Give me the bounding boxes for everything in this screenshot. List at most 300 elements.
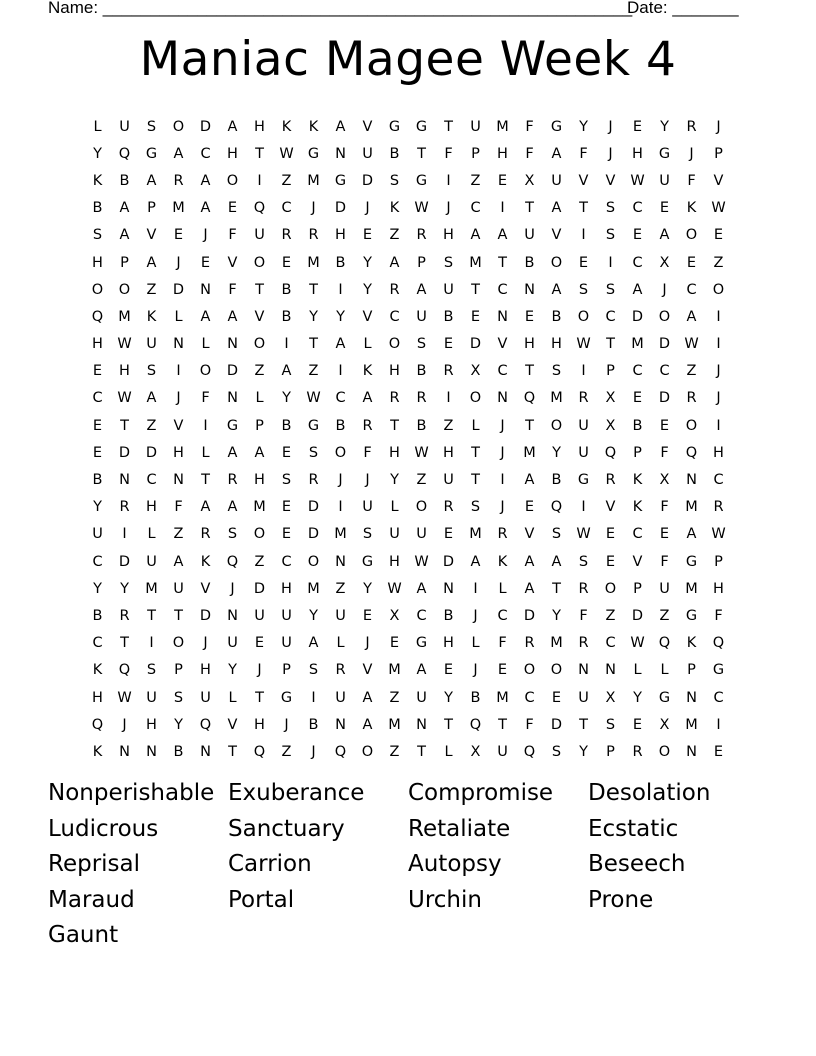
grid-letter: O	[253, 336, 266, 353]
grid-letter: D	[253, 580, 266, 597]
word-bank-item: Urchin	[408, 886, 482, 913]
grid-letter: Z	[443, 417, 454, 434]
grid-letter: A	[146, 390, 157, 407]
grid-letter: O	[523, 662, 536, 679]
grid-letter: A	[146, 254, 157, 271]
grid-letter: Q	[253, 743, 266, 760]
grid-letter: C	[632, 254, 643, 271]
grid-letter: R	[200, 526, 211, 543]
grid-letter: I	[581, 499, 586, 516]
grid-letter: C	[146, 472, 157, 489]
grid-letter: L	[660, 662, 669, 679]
grid-letter: G	[685, 607, 698, 624]
grid-letter: X	[605, 689, 616, 706]
grid-letter: L	[471, 635, 480, 652]
grid-letter: N	[335, 716, 346, 733]
grid-letter: I	[716, 308, 721, 325]
grid-letter: K	[362, 363, 373, 380]
grid-letter: F	[525, 145, 534, 162]
grid-letter: Y	[552, 444, 561, 461]
grid-letter: I	[716, 417, 721, 434]
grid-letter: D	[307, 526, 320, 543]
grid-letter: W	[684, 336, 699, 353]
grid-letter: B	[632, 417, 643, 434]
grid-letter: R	[308, 227, 319, 244]
grid-letter: J	[500, 499, 505, 516]
grid-letter: N	[524, 281, 535, 298]
word-bank-item: Retaliate	[408, 815, 511, 842]
grid-letter: J	[203, 227, 208, 244]
grid-letter: A	[200, 308, 211, 325]
grid-letter: Z	[308, 363, 319, 380]
grid-letter: Q	[523, 390, 536, 407]
grid-letter: Z	[146, 417, 157, 434]
grid-letter: D	[118, 444, 131, 461]
grid-letter: X	[470, 363, 481, 380]
grid-letter: S	[578, 553, 589, 570]
grid-letter: H	[254, 118, 265, 135]
grid-letter: O	[685, 417, 698, 434]
grid-letter: N	[146, 743, 157, 760]
grid-letter: A	[362, 716, 373, 733]
grid-letter: K	[92, 743, 103, 760]
grid-letter: R	[578, 635, 589, 652]
grid-letter: I	[716, 716, 721, 733]
grid-letter: N	[119, 472, 130, 489]
grid-letter: H	[254, 472, 265, 489]
grid-letter: C	[281, 200, 292, 217]
grid-letter: X	[659, 254, 670, 271]
grid-letter: A	[335, 336, 346, 353]
grid-letter: P	[120, 254, 129, 271]
grid-letter: P	[633, 580, 642, 597]
grid-letter: S	[578, 281, 589, 298]
grid-letter: L	[498, 580, 507, 597]
grid-letter: D	[145, 444, 158, 461]
grid-letter: V	[632, 553, 643, 570]
grid-letter: J	[716, 363, 721, 380]
grid-letter: I	[338, 281, 343, 298]
grid-letter: W	[387, 580, 402, 597]
grid-letter: E	[659, 417, 670, 434]
grid-letter: C	[632, 200, 643, 217]
grid-letter: J	[689, 145, 694, 162]
grid-letter: B	[443, 607, 454, 624]
grid-letter: Q	[712, 635, 725, 652]
word-bank-item: Compromise	[408, 780, 554, 806]
grid-letter: Z	[146, 281, 157, 298]
grid-letter: F	[498, 635, 507, 652]
grid-letter: H	[200, 662, 211, 679]
grid-letter: E	[605, 553, 616, 570]
grid-letter: Z	[713, 254, 724, 271]
grid-letter: R	[308, 472, 319, 489]
grid-letter: V	[254, 308, 265, 325]
grid-letter: E	[227, 200, 238, 217]
grid-letter: I	[608, 254, 613, 271]
grid-letter: E	[632, 118, 643, 135]
grid-letter: A	[416, 281, 427, 298]
grid-letter: E	[659, 526, 670, 543]
grid-letter: Y	[282, 390, 291, 407]
grid-letter: R	[362, 417, 373, 434]
grid-letter: G	[415, 172, 428, 189]
grid-letter: F	[660, 444, 669, 461]
grid-letter: E	[362, 227, 373, 244]
grid-letter: J	[500, 417, 505, 434]
grid-letter: O	[334, 444, 347, 461]
grid-letter: E	[281, 444, 292, 461]
grid-letter: U	[443, 281, 454, 298]
grid-letter: G	[415, 118, 428, 135]
grid-letter: U	[254, 607, 265, 624]
grid-letter: U	[443, 472, 454, 489]
grid-letter: Q	[685, 444, 698, 461]
grid-letter: E	[713, 743, 724, 760]
grid-letter: V	[362, 308, 373, 325]
grid-letter: Q	[226, 553, 239, 570]
grid-letter: E	[551, 689, 562, 706]
grid-letter: A	[551, 200, 562, 217]
grid-letter: J	[365, 200, 370, 217]
grid-letter: V	[605, 499, 616, 516]
grid-letter: Y	[120, 580, 129, 597]
grid-letter: A	[551, 281, 562, 298]
grid-letter: J	[716, 390, 721, 407]
grid-letter: R	[389, 390, 400, 407]
grid-letter: C	[605, 308, 616, 325]
grid-letter: V	[362, 118, 373, 135]
grid-letter: T	[174, 607, 183, 624]
grid-letter: V	[200, 580, 211, 597]
grid-letter: S	[443, 254, 454, 271]
grid-letter: W	[117, 390, 132, 407]
grid-letter: I	[581, 363, 586, 380]
grid-letter: A	[227, 499, 238, 516]
grid-letter: A	[524, 472, 535, 489]
grid-letter: C	[92, 553, 103, 570]
grid-letter: L	[336, 635, 345, 652]
grid-letter: P	[633, 444, 642, 461]
grid-letter: R	[119, 607, 130, 624]
grid-letter: S	[281, 472, 292, 489]
grid-letter: I	[203, 417, 208, 434]
grid-letter: U	[200, 689, 211, 706]
grid-letter: A	[632, 281, 643, 298]
grid-letter: O	[658, 308, 671, 325]
grid-letter: A	[362, 390, 373, 407]
grid-letter: E	[92, 444, 103, 461]
grid-letter: O	[307, 553, 320, 570]
grid-letter: E	[605, 526, 616, 543]
grid-letter: M	[253, 499, 266, 516]
grid-letter: A	[173, 553, 184, 570]
grid-letter: Q	[334, 743, 347, 760]
grid-letter: N	[200, 743, 211, 760]
grid-letter: U	[389, 526, 400, 543]
grid-letter: T	[498, 716, 507, 733]
grid-letter: X	[605, 417, 616, 434]
grid-letter: E	[281, 499, 292, 516]
grid-letter: P	[255, 417, 264, 434]
word-bank-item: Portal	[228, 886, 295, 913]
grid-letter: L	[444, 743, 453, 760]
grid-letter: J	[176, 390, 181, 407]
grid-letter: M	[550, 635, 563, 652]
grid-letter: U	[362, 145, 373, 162]
grid-letter: H	[443, 227, 454, 244]
grid-letter: I	[176, 363, 181, 380]
grid-letter: V	[497, 336, 508, 353]
grid-letter: K	[281, 118, 292, 135]
grid-letter: T	[417, 743, 426, 760]
grid-letter: A	[551, 553, 562, 570]
grid-letter: P	[147, 200, 156, 217]
grid-letter: W	[576, 526, 591, 543]
grid-letter: J	[284, 716, 289, 733]
grid-letter: J	[473, 662, 478, 679]
grid-letter: E	[497, 662, 508, 679]
grid-letter: Q	[118, 662, 131, 679]
grid-letter: V	[362, 662, 373, 679]
grid-letter: A	[200, 499, 211, 516]
grid-letter: T	[255, 689, 264, 706]
grid-letter: T	[309, 281, 318, 298]
grid-letter: J	[338, 472, 343, 489]
grid-letter: P	[606, 363, 615, 380]
grid-letter: U	[659, 580, 670, 597]
grid-letter: L	[228, 689, 237, 706]
grid-letter: S	[173, 689, 184, 706]
grid-letter: T	[471, 281, 480, 298]
grid-letter: J	[446, 200, 451, 217]
grid-letter: C	[659, 363, 670, 380]
grid-letter: S	[227, 526, 238, 543]
grid-letter: U	[227, 635, 238, 652]
grid-letter: E	[632, 227, 643, 244]
grid-letter: E	[443, 336, 454, 353]
grid-letter: C	[632, 526, 643, 543]
grid-letter: N	[686, 743, 697, 760]
grid-letter: R	[416, 390, 427, 407]
grid-letter: V	[146, 227, 157, 244]
grid-letter: D	[172, 281, 185, 298]
grid-letter: A	[227, 308, 238, 325]
grid-letter: A	[470, 227, 481, 244]
grid-letter: E	[389, 635, 400, 652]
grid-letter: D	[118, 553, 131, 570]
grid-letter: Y	[309, 607, 318, 624]
grid-letter: X	[524, 172, 535, 189]
grid-letter: Z	[254, 553, 265, 570]
grid-letter: B	[92, 200, 103, 217]
grid-letter: P	[687, 662, 696, 679]
grid-letter: H	[281, 580, 292, 597]
grid-letter: T	[606, 336, 615, 353]
grid-letter: B	[551, 308, 562, 325]
grid-letter: W	[576, 336, 591, 353]
grid-letter: E	[281, 526, 292, 543]
grid-letter: C	[686, 281, 697, 298]
grid-letter: O	[685, 227, 698, 244]
grid-letter: A	[524, 553, 535, 570]
grid-letter: O	[577, 308, 590, 325]
grid-letter: U	[92, 526, 103, 543]
grid-letter: U	[146, 689, 157, 706]
grid-letter: O	[226, 172, 239, 189]
grid-letter: W	[414, 444, 429, 461]
grid-letter: V	[524, 526, 535, 543]
grid-letter: E	[443, 526, 454, 543]
grid-letter: J	[662, 281, 667, 298]
grid-letter: V	[227, 254, 238, 271]
grid-letter: F	[174, 499, 183, 516]
grid-letter: C	[281, 553, 292, 570]
grid-letter: B	[389, 145, 400, 162]
word-bank-item: Ecstatic	[588, 815, 679, 842]
word-bank-item: Ludicrous	[48, 815, 159, 842]
grid-letter: B	[524, 254, 535, 271]
grid-letter: I	[716, 336, 721, 353]
grid-letter: N	[686, 472, 697, 489]
grid-letter: J	[230, 580, 235, 597]
grid-letter: A	[497, 227, 508, 244]
grid-letter: U	[416, 308, 427, 325]
grid-letter: P	[471, 145, 480, 162]
grid-letter: C	[92, 390, 103, 407]
grid-letter: H	[335, 227, 346, 244]
grid-letter: K	[686, 635, 697, 652]
grid-letter: M	[388, 662, 401, 679]
grid-letter: S	[389, 172, 400, 189]
grid-letter: H	[92, 336, 103, 353]
grid-letter: B	[551, 472, 562, 489]
grid-letter: E	[686, 254, 697, 271]
grid-letter: P	[606, 743, 615, 760]
grid-letter: E	[578, 254, 589, 271]
grid-letter: W	[117, 689, 132, 706]
grid-letter: G	[388, 118, 401, 135]
grid-letter: L	[633, 662, 642, 679]
grid-letter: H	[146, 716, 157, 733]
grid-letter: G	[415, 635, 428, 652]
grid-letter: U	[146, 336, 157, 353]
grid-letter: D	[199, 118, 212, 135]
grid-letter: C	[497, 281, 508, 298]
grid-letter: Y	[444, 689, 453, 706]
grid-letter: G	[577, 472, 590, 489]
grid-letter: I	[338, 363, 343, 380]
grid-letter: U	[470, 118, 481, 135]
grid-letter: J	[716, 118, 721, 135]
grid-letter: S	[308, 662, 319, 679]
grid-letter: T	[471, 444, 480, 461]
grid-letter: Q	[91, 308, 104, 325]
grid-letter: R	[281, 227, 292, 244]
grid-letter: A	[524, 580, 535, 597]
grid-letter: T	[417, 145, 426, 162]
grid-letter: D	[658, 390, 671, 407]
grid-letter: T	[525, 363, 534, 380]
grid-letter: M	[523, 444, 536, 461]
grid-letter: D	[469, 336, 482, 353]
grid-letter: L	[201, 444, 210, 461]
grid-letter: G	[685, 553, 698, 570]
grid-letter: H	[524, 336, 535, 353]
grid-letter: E	[497, 172, 508, 189]
grid-letter: A	[119, 227, 130, 244]
grid-letter: H	[227, 145, 238, 162]
grid-letter: Q	[253, 200, 266, 217]
grid-letter: O	[91, 281, 104, 298]
grid-letter: Y	[228, 662, 237, 679]
grid-letter: J	[608, 145, 613, 162]
grid-letter: G	[307, 145, 320, 162]
grid-letter: M	[334, 526, 347, 543]
grid-letter: B	[416, 363, 427, 380]
grid-letter: A	[227, 444, 238, 461]
grid-letter: W	[414, 553, 429, 570]
grid-letter: M	[388, 716, 401, 733]
grid-letter: O	[415, 499, 428, 516]
grid-letter: U	[173, 580, 184, 597]
date-field-line: Date: _______	[627, 0, 739, 17]
grid-letter: H	[92, 689, 103, 706]
grid-letter: S	[551, 363, 562, 380]
grid-letter: T	[552, 580, 561, 597]
grid-letter: Z	[389, 227, 400, 244]
grid-letter: F	[525, 118, 534, 135]
grid-letter: J	[473, 607, 478, 624]
grid-letter: E	[92, 363, 103, 380]
grid-letter: N	[578, 662, 589, 679]
word-bank-item: Sanctuary	[228, 815, 345, 842]
grid-letter: Z	[281, 172, 292, 189]
grid-letter: Y	[552, 607, 561, 624]
grid-letter: U	[524, 227, 535, 244]
grid-letter: D	[226, 363, 239, 380]
grid-letter: M	[307, 172, 320, 189]
grid-letter: J	[257, 662, 262, 679]
grid-letter: J	[608, 118, 613, 135]
grid-letter: Y	[363, 281, 372, 298]
grid-letter: V	[551, 227, 562, 244]
grid-letter: H	[389, 444, 400, 461]
grid-letter: A	[200, 200, 211, 217]
grid-letter: H	[146, 499, 157, 516]
grid-letter: E	[524, 308, 535, 325]
grid-letter: R	[389, 281, 400, 298]
grid-letter: O	[712, 281, 725, 298]
grid-letter: M	[307, 580, 320, 597]
grid-letter: D	[658, 336, 671, 353]
grid-letter: O	[550, 662, 563, 679]
grid-letter: F	[201, 390, 210, 407]
grid-letter: J	[122, 716, 127, 733]
grid-letter: S	[146, 363, 157, 380]
grid-letter: T	[525, 200, 534, 217]
grid-letter: Q	[550, 499, 563, 516]
grid-letter: O	[199, 363, 212, 380]
grid-letter: I	[149, 635, 154, 652]
grid-letter: G	[550, 118, 563, 135]
page-title: Maniac Magee Week 4	[139, 32, 677, 87]
grid-letter: U	[281, 607, 292, 624]
grid-letter: A	[146, 172, 157, 189]
grid-letter: F	[714, 607, 723, 624]
grid-letter: M	[685, 580, 698, 597]
grid-letter: O	[172, 118, 185, 135]
